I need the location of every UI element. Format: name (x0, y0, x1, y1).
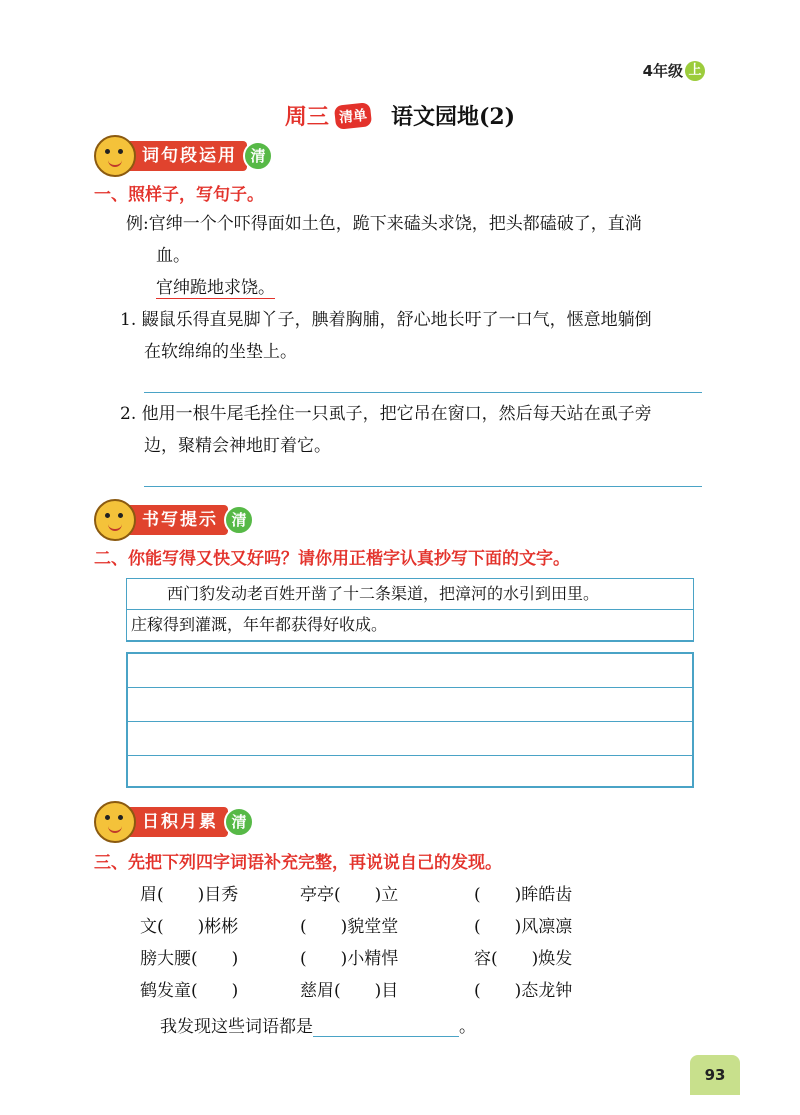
idiom-r1-c2[interactable]: ( )风凛凛 (474, 917, 573, 937)
bee-mascot-icon (94, 801, 136, 843)
writing-row[interactable] (128, 756, 692, 789)
qing-badge-icon: 清 (224, 505, 254, 535)
section-banner-2 (94, 504, 254, 536)
idiom-r0-c2[interactable]: ( )眸皓齿 (474, 885, 573, 905)
grade-text: 4年级 (642, 62, 683, 80)
copy-line-2 (127, 610, 693, 641)
idiom-r0-c0[interactable]: 眉( )目秀 (140, 885, 239, 905)
item-2-line-1: 2. 他用一根牛尾毛拴住一只虱子，把它吊在窗口，然后每天站在虱子旁 (120, 404, 652, 424)
section-banner-1 (94, 140, 273, 172)
discovery-suffix: 。 (459, 1017, 476, 1037)
copy-source-box (126, 578, 694, 642)
discovery-blank[interactable] (313, 1016, 459, 1037)
example-line-2: 血。 (156, 246, 190, 266)
idiom-r3-c2[interactable]: ( )态龙钟 (474, 981, 573, 1001)
question-2-heading: 二、你能写得又快又好吗？请你用正楷字认真抄写下面的文字。 (94, 549, 570, 569)
example-answer-text: 官绅跪地求饶。 (156, 278, 275, 298)
banner-label: 书写提示 (126, 505, 228, 535)
item-1-line-2: 在软绵绵的坐垫上。 (144, 342, 297, 362)
discovery-prefix: 我发现这些词语都是 (160, 1017, 313, 1037)
idiom-r1-c1[interactable]: ( )貌堂堂 (300, 917, 399, 937)
grade-up-badge: 上 (685, 61, 705, 81)
question-1-heading: 一、照样子，写句子。 (94, 185, 264, 205)
idiom-r3-c0[interactable]: 鹤发童( ) (140, 981, 239, 1001)
copy-text-2: 庄稼得到灌溉，年年都获得好收成。 (131, 615, 388, 634)
copy-line-1 (127, 579, 693, 610)
banner-label: 词句段运用 (126, 141, 247, 171)
qing-badge-icon: 清 (224, 807, 254, 837)
title-subject: 语文园地(2) (390, 104, 516, 130)
title-day: 周三 (284, 105, 329, 130)
writing-row[interactable] (128, 688, 692, 722)
example-answer (156, 272, 275, 304)
idiom-r0-c1[interactable]: 亭亭( )立 (300, 885, 399, 905)
question-3-heading: 三、先把下列四字词语补充完整，再说说自己的发现。 (94, 853, 502, 873)
writing-row[interactable] (128, 722, 692, 756)
example-line-1: 例:官绅一个个吓得面如土色，跪下来磕头求饶，把头都磕破了，直淌 (126, 214, 642, 234)
answer-line-2[interactable] (144, 486, 702, 487)
writing-box[interactable] (126, 652, 694, 788)
page-title (0, 100, 800, 131)
item-1-line-1: 1. 鼹鼠乐得直晃脚丫子，腆着胸脯，舒心地长吁了一口气，惬意地躺倒 (120, 310, 652, 330)
banner-label: 日积月累 (126, 807, 228, 837)
idiom-r3-c1[interactable]: 慈眉( )目 (300, 981, 399, 1001)
bee-mascot-icon (94, 499, 136, 541)
qingdan-badge: 清单 (334, 102, 372, 130)
answer-line-1[interactable] (144, 392, 702, 393)
qing-badge-icon: 清 (243, 141, 273, 171)
idiom-r2-c0[interactable]: 膀大腰( ) (140, 949, 239, 969)
bee-mascot-icon (94, 135, 136, 177)
grade-label (643, 60, 705, 81)
discovery-sentence (160, 1012, 476, 1037)
writing-row[interactable] (128, 654, 692, 688)
copy-text-1: 西门豹发动老百姓开凿了十二条渠道，把漳河的水引到田里。 (167, 584, 600, 603)
section-banner-3 (94, 806, 254, 838)
idiom-r1-c0[interactable]: 文( )彬彬 (140, 917, 239, 937)
idiom-r2-c1[interactable]: ( )小精悍 (300, 949, 399, 969)
item-2-line-2: 边，聚精会神地盯着它。 (144, 436, 331, 456)
idiom-r2-c2[interactable]: 容( )焕发 (474, 949, 573, 969)
page-number: 93 (690, 1055, 740, 1095)
